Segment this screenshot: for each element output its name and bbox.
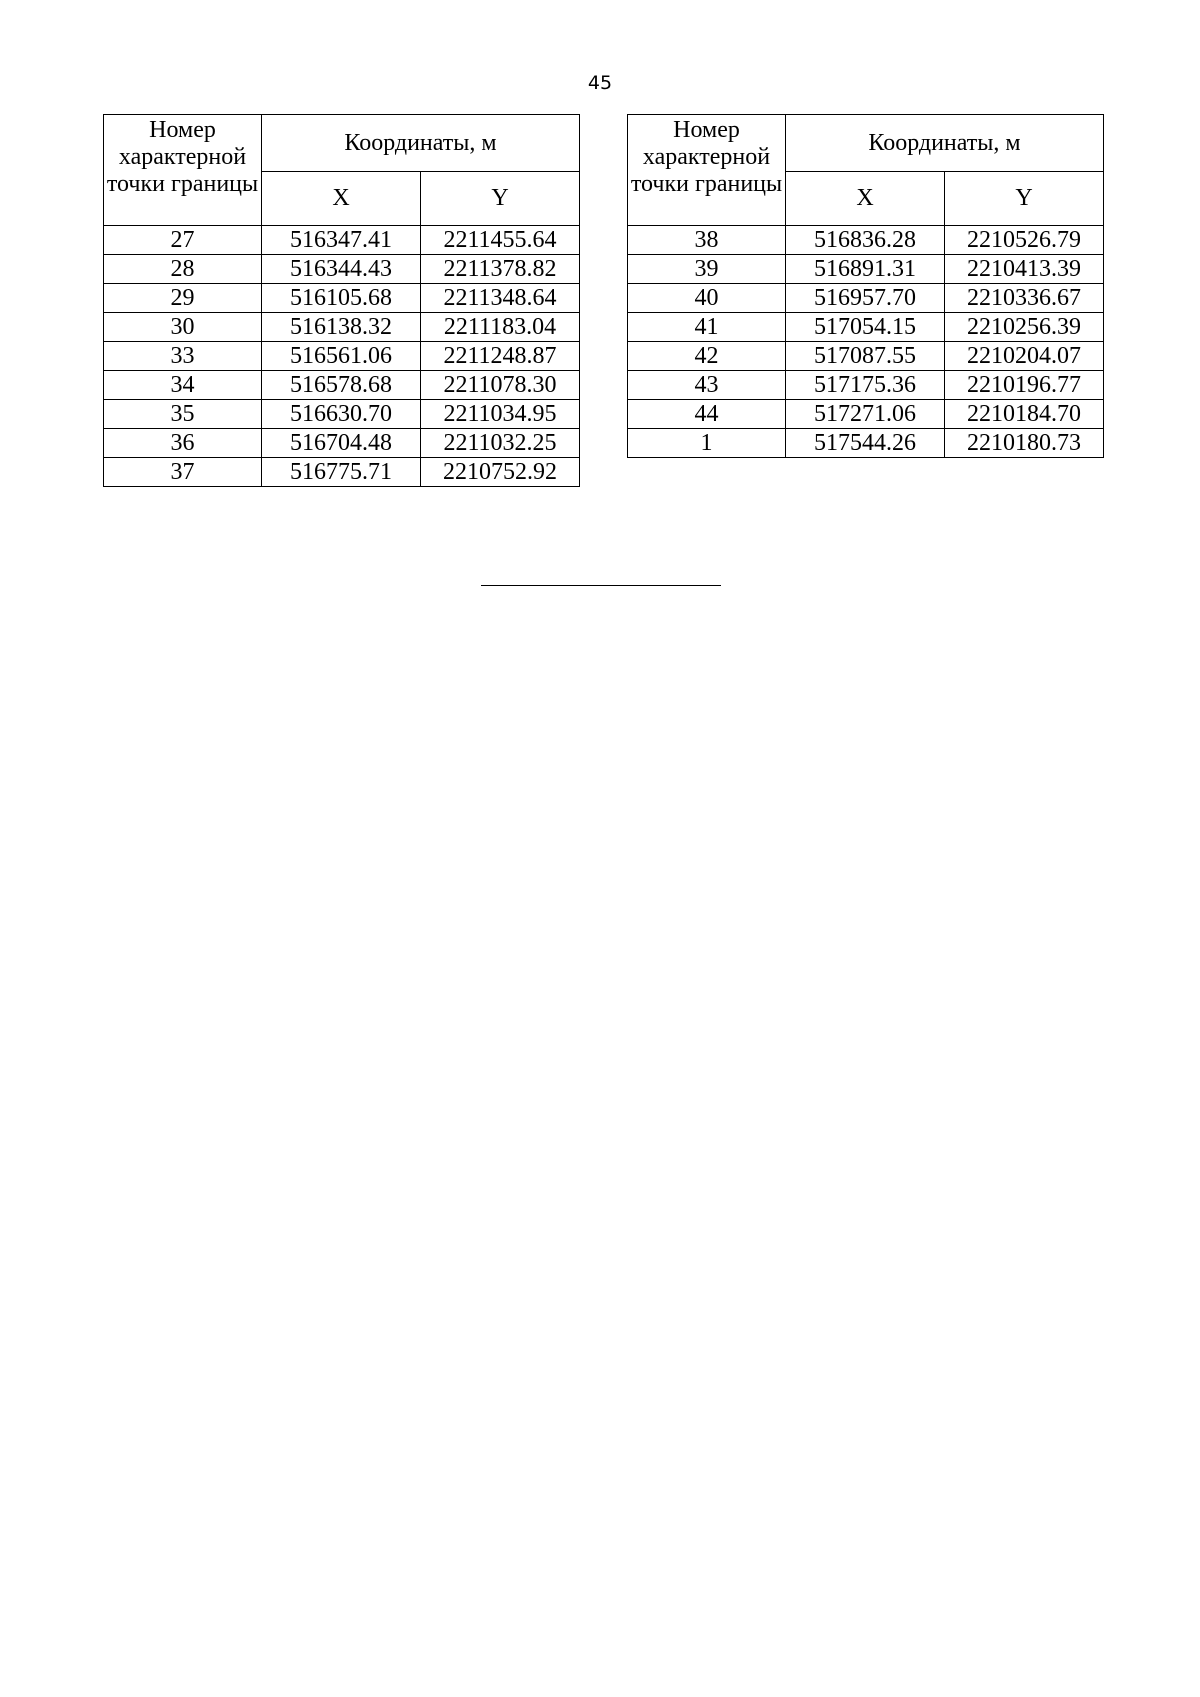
x-coordinate-cell: 517087.55 — [786, 342, 945, 371]
x-coordinate-cell: 516630.70 — [262, 400, 421, 429]
table-row — [104, 371, 580, 400]
y-coordinate-cell: 2211378.82 — [421, 255, 580, 284]
table-row — [104, 255, 580, 284]
y-coordinate-cell: 2210184.70 — [945, 400, 1104, 429]
y-coordinate-cell: 2211034.95 — [421, 400, 580, 429]
x-coordinate-cell: 516836.28 — [786, 226, 945, 255]
y-column-header: Y — [421, 172, 580, 226]
point-number-cell: 38 — [628, 226, 786, 255]
y-column-header: Y — [945, 172, 1104, 226]
table-row — [628, 400, 1104, 429]
table-row — [628, 226, 1104, 255]
table-row — [628, 313, 1104, 342]
y-coordinate-cell: 2211183.04 — [421, 313, 580, 342]
coordinates-group-header: Координаты, м — [786, 115, 1104, 172]
page-number: 45 — [587, 72, 613, 94]
y-coordinate-cell: 2210256.39 — [945, 313, 1104, 342]
y-coordinate-cell: 2210526.79 — [945, 226, 1104, 255]
x-coordinate-cell: 516344.43 — [262, 255, 421, 284]
point-number-header: Номер характерной точки границы — [104, 115, 262, 226]
end-of-section-rule — [481, 585, 721, 586]
table-row — [104, 429, 580, 458]
x-column-header: X — [262, 172, 421, 226]
y-coordinate-cell: 2211455.64 — [421, 226, 580, 255]
coordinates-table-right — [627, 114, 1104, 458]
y-coordinate-cell: 2210180.73 — [945, 429, 1104, 458]
y-coordinate-cell: 2210204.07 — [945, 342, 1104, 371]
x-coordinate-cell: 517271.06 — [786, 400, 945, 429]
y-coordinate-cell: 2211248.87 — [421, 342, 580, 371]
point-number-cell: 34 — [104, 371, 262, 400]
point-number-cell: 29 — [104, 284, 262, 313]
x-coordinate-cell: 516704.48 — [262, 429, 421, 458]
point-number-cell: 33 — [104, 342, 262, 371]
x-coordinate-cell: 516347.41 — [262, 226, 421, 255]
table-row — [104, 400, 580, 429]
point-number-cell: 39 — [628, 255, 786, 284]
table-row — [104, 284, 580, 313]
x-coordinate-cell: 516891.31 — [786, 255, 945, 284]
point-number-cell: 43 — [628, 371, 786, 400]
x-coordinate-cell: 516105.68 — [262, 284, 421, 313]
x-coordinate-cell: 516775.71 — [262, 458, 421, 487]
table-row — [628, 371, 1104, 400]
table-body — [628, 226, 1104, 458]
point-number-cell: 27 — [104, 226, 262, 255]
table-row — [628, 429, 1104, 458]
point-number-cell: 40 — [628, 284, 786, 313]
y-coordinate-cell: 2210336.67 — [945, 284, 1104, 313]
table-row — [104, 342, 580, 371]
point-number-cell: 37 — [104, 458, 262, 487]
point-number-cell: 30 — [104, 313, 262, 342]
point-number-header: Номер характерной точки границы — [628, 115, 786, 226]
x-coordinate-cell: 517054.15 — [786, 313, 945, 342]
x-coordinate-cell: 516138.32 — [262, 313, 421, 342]
table-row — [104, 458, 580, 487]
coordinates-group-header: Координаты, м — [262, 115, 580, 172]
point-number-cell: 28 — [104, 255, 262, 284]
y-coordinate-cell: 2210752.92 — [421, 458, 580, 487]
y-coordinate-cell: 2210196.77 — [945, 371, 1104, 400]
coordinates-table-left — [103, 114, 580, 487]
table-body — [104, 226, 580, 487]
y-coordinate-cell: 2210413.39 — [945, 255, 1104, 284]
table-row — [628, 255, 1104, 284]
x-coordinate-cell: 517544.26 — [786, 429, 945, 458]
x-column-header: X — [786, 172, 945, 226]
y-coordinate-cell: 2211032.25 — [421, 429, 580, 458]
point-number-cell: 41 — [628, 313, 786, 342]
x-coordinate-cell: 516957.70 — [786, 284, 945, 313]
x-coordinate-cell: 516578.68 — [262, 371, 421, 400]
point-number-cell: 36 — [104, 429, 262, 458]
table-row — [628, 284, 1104, 313]
point-number-cell: 44 — [628, 400, 786, 429]
table-row — [104, 226, 580, 255]
point-number-cell: 42 — [628, 342, 786, 371]
point-number-cell: 1 — [628, 429, 786, 458]
x-coordinate-cell: 516561.06 — [262, 342, 421, 371]
table-row — [628, 342, 1104, 371]
x-coordinate-cell: 517175.36 — [786, 371, 945, 400]
y-coordinate-cell: 2211078.30 — [421, 371, 580, 400]
y-coordinate-cell: 2211348.64 — [421, 284, 580, 313]
table-row — [104, 313, 580, 342]
point-number-cell: 35 — [104, 400, 262, 429]
